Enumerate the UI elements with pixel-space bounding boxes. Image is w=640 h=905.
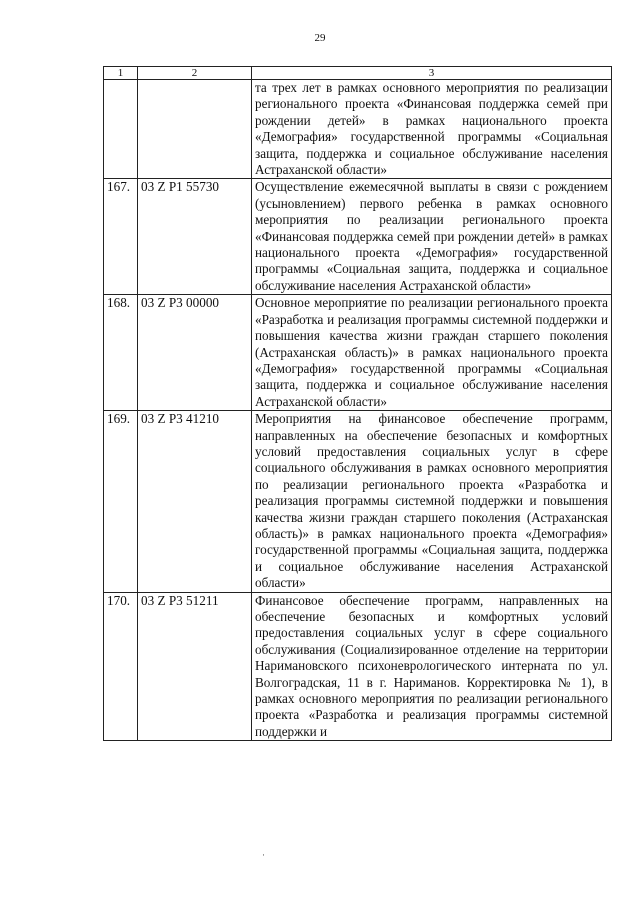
scan-mark: · <box>262 850 265 860</box>
row-code: 03 Z P3 41210 <box>138 411 252 592</box>
table-row <box>104 179 612 295</box>
row-description: Финансовое обеспечение программ, направленных на обеспечение безопасных и комфортных условий предоставления социальных услуг в сфере социального обслуживания (Социализированное отделение на территории Наримановского психоневрологического интерната по ул. Волгоградская, 11 в г. Нариманов. Корректировка № 1), в рамках основного мероприятия по реализации регионального проекта «Разработка и реализация программы системной поддержки и <box>252 592 612 741</box>
row-description: та трех лет в рамках основного мероприятия по реализации регионального проекта «Финансовая поддержка семей при рождении детей» в рамках национального проекта «Демография» государственной программы «Социальная защита, поддержка и социальное обслуживание населения Астраханской области» <box>252 80 612 179</box>
row-number: 168. <box>104 295 138 411</box>
row-code: 03 Z P1 55730 <box>138 179 252 295</box>
column-header-1: 1 <box>104 67 138 80</box>
table-row <box>104 295 612 411</box>
table-row <box>104 80 612 179</box>
row-description: Основное мероприятие по реализации регионального проекта «Разработка и реализация программы системной поддержки и повышения качества жизни граждан старшего поколения (Астраханская область)» в рамках национального проекта «Демография» государственной программы «Социальная защита, поддержка и социальное обслуживание населения Астраханской области» <box>252 295 612 411</box>
row-description: Мероприятия на финансовое обеспечение программ, направленных на обеспечение безопасных и комфортных условий предоставления социальных услуг в сфере социального обслуживания в рамках основного мероприятия по реализации регионального проекта «Разработка и реализация программы системной поддержки и повышения качества жизни граждан старшего поколения (Астраханская область)» в рамках национального проекта «Демография» государственной программы «Социальная защита, поддержка и социальное обслуживание населения Астраханской области» <box>252 411 612 592</box>
row-number: 170. <box>104 592 138 741</box>
row-number <box>104 80 138 179</box>
table-header-row <box>104 67 612 80</box>
budget-code-table <box>103 66 612 741</box>
row-number: 167. <box>104 179 138 295</box>
table-row <box>104 592 612 741</box>
row-number: 169. <box>104 411 138 592</box>
column-header-2: 2 <box>138 67 252 80</box>
row-code: 03 Z P3 51211 <box>138 592 252 741</box>
row-description: Осуществление ежемесячной выплаты в связи с рождением (усыновлением) первого ребенка в рамках основного мероприятия по реализации регионального проекта «Финансовая поддержка семей при рождении детей» в рамках национального проекта «Демография» государственной программы «Социальная защита, поддержка и социальное обслуживание населения Астраханской области» <box>252 179 612 295</box>
row-code: 03 Z P3 00000 <box>138 295 252 411</box>
column-header-3: 3 <box>252 67 612 80</box>
row-code <box>138 80 252 179</box>
table-row <box>104 411 612 592</box>
page-number: 29 <box>314 32 326 44</box>
